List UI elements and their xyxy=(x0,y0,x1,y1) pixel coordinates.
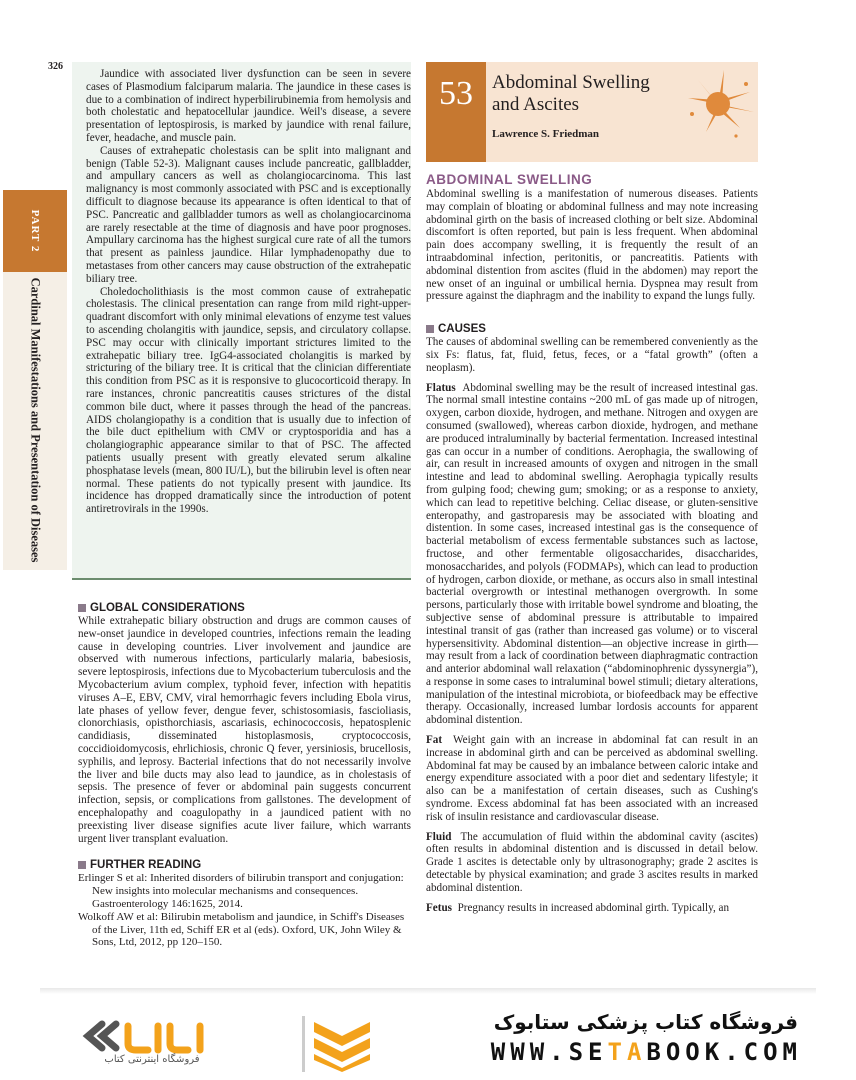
global-considerations-heading xyxy=(78,602,411,614)
heading-bullet-icon xyxy=(78,861,86,869)
fluid-text: The accumulation of fluid within the abdominal cavity (ascites) often results in abdominal distention and is discussed in detail below. Grade 1 ascites is detectable only by ultrasonography; grade 2 ascites is detectable by physical examination; and grade 3 ascites results in marked abdominal distention. xyxy=(426,830,758,894)
publisher-footer xyxy=(40,994,816,1080)
chapter-title-line-1: Abdominal Swelling xyxy=(492,72,650,93)
further-heading-text: FURTHER READING xyxy=(90,859,202,872)
further-reading-heading xyxy=(78,859,411,871)
box-paragraph-3: Choledocholithiasis is the most common cause of extrahepatic cholestasis. The clinical presentation can range from mild right-upper-quadrant discomfort with only minimal elevations of enzyme test values to ascending cholangitis with jaundice, sepsis, and circulatory collapse. PSC may occur with clinically important strictures limited to the extrahepatic biliary tree. IgG4-associated cholangitis is marked by stricturing of the biliary tree. It is critical that the clinician differentiate this condition from PSC as it is responsive to glucocorticoid therapy. In rare instances, chronic pancreatitis causes strictures of the distal common bile duct, where it passes through the head of the pancreas. AIDS cholangiopathy is a condition that is usually due to infection of the bile duct epithelium with CMV or cryptosporidia and has a cholangiographic appearance similar to that of PSC. The affected patients usually present with greatly elevated serum alkaline phosphatase levels (mean, 800 IU/L), but the bilirubin level is often near normal. These patients do not typically present with jaundice. Its incidence has dropped dramatically since the introduction of potent antiretrovirals in the 1990s. xyxy=(86,285,411,516)
chapter-author: Lawrence S. Friedman xyxy=(492,128,600,140)
fetus-term: Fetus xyxy=(426,901,452,914)
causes-heading xyxy=(426,323,758,335)
fetus-text: Pregnancy results in increased abdominal girth. Typically, an xyxy=(457,901,730,914)
abdominal-swelling-heading: ABDOMINAL SWELLING xyxy=(426,172,593,187)
chapter-header xyxy=(426,62,758,162)
causes-intro: The causes of abdominal swelling can be remembered conveniently as the six Fs: flatus, fat, fluid, fetus, feces, or a “fatal growth” (often a neoplasm). xyxy=(426,336,758,374)
fetus-paragraph xyxy=(426,902,758,915)
chapter-title-line-2: and Ascites xyxy=(492,94,580,115)
continued-chapter-box xyxy=(72,62,411,580)
store-website[interactable] xyxy=(491,1038,802,1066)
reference-2: Wolkoff AW et al: Bilirubin metabolism and jaundice, in Schiff's Diseases of the Liver, 11th ed, Schiff ER et al (eds). Oxford, UK, John Wiley & Sons, Ltd, 2012, pp 120–150. xyxy=(78,910,405,949)
flatus-term: Flatus xyxy=(426,381,456,394)
part-label: PART 2 xyxy=(29,209,41,253)
global-heading-text: GLOBAL CONSIDERATIONS xyxy=(90,602,245,614)
abdominal-swelling-text: Abdominal swelling is a manifestation of numerous diseases. Patients may complain of bloating or abdominal fullness and may note increasing abdominal girth on the basis of increased clothing or belt size. Abdominal discomfort is often reported, but pain is less frequent. When abdominal pain does accompany swelling, it is frequently the result of an intraabdominal infection, peritonitis, or pancreatitis. Patients with abdominal distention from ascites (fluid in the abdomen) may report the new onset of an inguinal or umbilical hernia. Dyspnea may result from pressure against the diaphragm and the inability to expand the lungs fully. xyxy=(426,188,758,303)
website-part-1: WWW.SE xyxy=(490,1038,608,1066)
heading-bullet-icon xyxy=(426,325,434,333)
heading-bullet-icon xyxy=(78,604,86,612)
fat-text: Weight gain with an increase in abdominal fat can result in an increase in abdominal girth and can be perceived as abdominal swelling. Abdominal fat may be caused by an imbalance between caloric intake and energy expenditure associated with a poor diet and sedentary lifestyle; it also can be a manifestation of certain diseases, such as Cushing's syndrome. Excess abdominal fat has been associated with an increased risk of insulin resistance and cardiovascular disease. xyxy=(426,734,758,823)
splash-icon xyxy=(684,62,758,162)
logo-caption: فروشگاه اینترنتی کتاب xyxy=(104,1054,200,1065)
flatus-paragraph xyxy=(426,382,758,728)
flatus-text: Abdominal swelling may be the result of increased intestinal gas. The normal small intestine contains ~200 mL of gas made up of nitrogen, oxygen, carbon dioxide, hydrogen, and methane. Nitrogen and oxygen are consumed (swallowed), whereas carbon dioxide, hydrogen, and methane are produced intraluminally by bacterial fermentation. Increased intestinal gas can occur in a number of conditions. Aerophagia, the swallowing of air, can result in increased amounts of oxygen and nitrogen in the small intestine and lead to abdominal swelling. Aerophagia typically results from gulping food; chewing gum; smoking; or as a response to anxiety, which can lead to repetitive belching. Celiac disease, or gluten-sensitive enteropathy, and gastroparesis may be associated with bloating and distention. In some cases, increased intestinal gas is the consequence of bacterial metabolism of excess fermentable substances such as lactose, fructose, and other fermentable oligosaccharides, disaccharides, monosaccharides, and polyols (FODMAPs), which can lead to production of hydrogen, carbon dioxide, or methane, as occurs also in small intestinal bacterial overgrowth or intestinal methanogen overgrowth. In some persons, particularly those with irritable bowel syndrome and bloating, the subjective sense of abdominal pressure is attributable to impaired intestinal transit of gas (rather than increased gas volume) or to visceral hypersensitivity. Abdominal distention—an objective increase in girth—may result from a lack of coordination between diaphragmatic contraction and anterior abdominal wall relaxation (“abdominophrenic dyssynergia”), a response in some cases to intraluminal bowel stimuli; dietary alterations, manipulation of the intestinal microbiota, or biofeedback may be effective therapy. Occasionally, increased lumbar lordosis accounts for apparent abdominal distention. xyxy=(426,381,758,727)
reference-1: Erlinger S et al: Inherited disorders of bilirubin transport and conjugation: New insights into molecular mechanisms and consequences. Gastroenterology 146:1625, 2014. xyxy=(78,872,404,910)
chapter-number: 53 xyxy=(426,62,486,162)
website-part-2: TA xyxy=(607,1038,647,1066)
fat-term: Fat xyxy=(426,734,443,747)
page-number: 326 xyxy=(48,61,63,72)
chapter-title xyxy=(492,72,650,116)
store-title: فروشگاه کتاب پزشکی ستابوک xyxy=(493,1010,798,1034)
part-side-tab xyxy=(3,190,67,570)
fat-paragraph xyxy=(426,734,758,824)
part-title: Cardinal Manifestations and Presentation of Diseases xyxy=(28,277,43,563)
left-column xyxy=(78,596,411,949)
causes-heading-text: CAUSES xyxy=(438,323,486,336)
website-part-3: BOOK.COM xyxy=(646,1038,802,1066)
chevron-mark-icon xyxy=(302,1016,374,1072)
box-paragraph-2: Causes of extrahepatic cholestasis can be split into malignant and benign (Table 52-3). Malignant causes include pancreatic, gallbladder, and ampullary cancers as well as cholangiocarcinoma. This last malignancy is most commonly associated with PSC and is exceptionally difficult to diagnose because its appearance is often identical to that of PSC. Pancreatic and gallbladder tumors as well as cholangiocarcinoma are rarely resectable at the time of diagnosis and have poor prognoses. Ampullary carcinoma has the highest surgical cure rate of all the tumors that present as painless jaundice. Hilar lymphadenopathy due to metastases from other cancers may cause obstruction of the extrahepatic biliary tree. xyxy=(86,144,411,285)
global-considerations-text: While extrahepatic biliary obstruction and drugs are common causes of new-onset jaundice in developed countries, infections remain the leading cause in developing countries. Liver involvement and jaundice are observed with numerous infections, particularly malaria, babesiosis, severe leptospirosis, infections due to Mycobacterium tuberculosis and the Mycobacterium avium complex, typhoid fever, infection with hepatitis viruses A–E, EBV, CMV, viral hemorrhagic fevers including Ebola virus, late phases of yellow fever, dengue fever, schistosomiasis, fascioliasis, clonorchiasis, opisthorchiasis, ascariasis, echinococcosis, hepatosplenic candidiasis, disseminated histoplasmosis, cryptococcosis, coccidioidomycosis, ehrlichiosis, chronic Q fever, yersiniosis, brucellosis, syphilis, and leprosy. Bacterial infections that do not necessarily involve the liver and bile ducts may also lead to jaundice, as in cholestasis of sepsis. The presence of fever or abdominal pain suggests concurrent infection, sepsis, or complications from gallstones. The development of encephalopathy and coagulopathy in a jaundiced patient with no preexisting liver disease signifies acute liver failure, which warrants urgent liver transplant evaluation. xyxy=(78,615,411,845)
part-label-block xyxy=(3,190,67,272)
fluid-paragraph xyxy=(426,831,758,895)
box-paragraph-1: Jaundice with associated liver dysfunction can be seen in severe cases of Plasmodium falciparum malaria. The jaundice in these cases is due to a combination of indirect hyperbilirubinemia from hemolysis and both cholestatic and hepatocellular jaundice. Weil's disease, a severe presentation of leptospirosis, is marked by jaundice with renal failure, fever, headache, and muscle pain. xyxy=(86,68,411,144)
fluid-term: Fluid xyxy=(426,830,452,843)
right-column xyxy=(426,172,758,914)
setabook-logo-icon xyxy=(82,1014,222,1074)
